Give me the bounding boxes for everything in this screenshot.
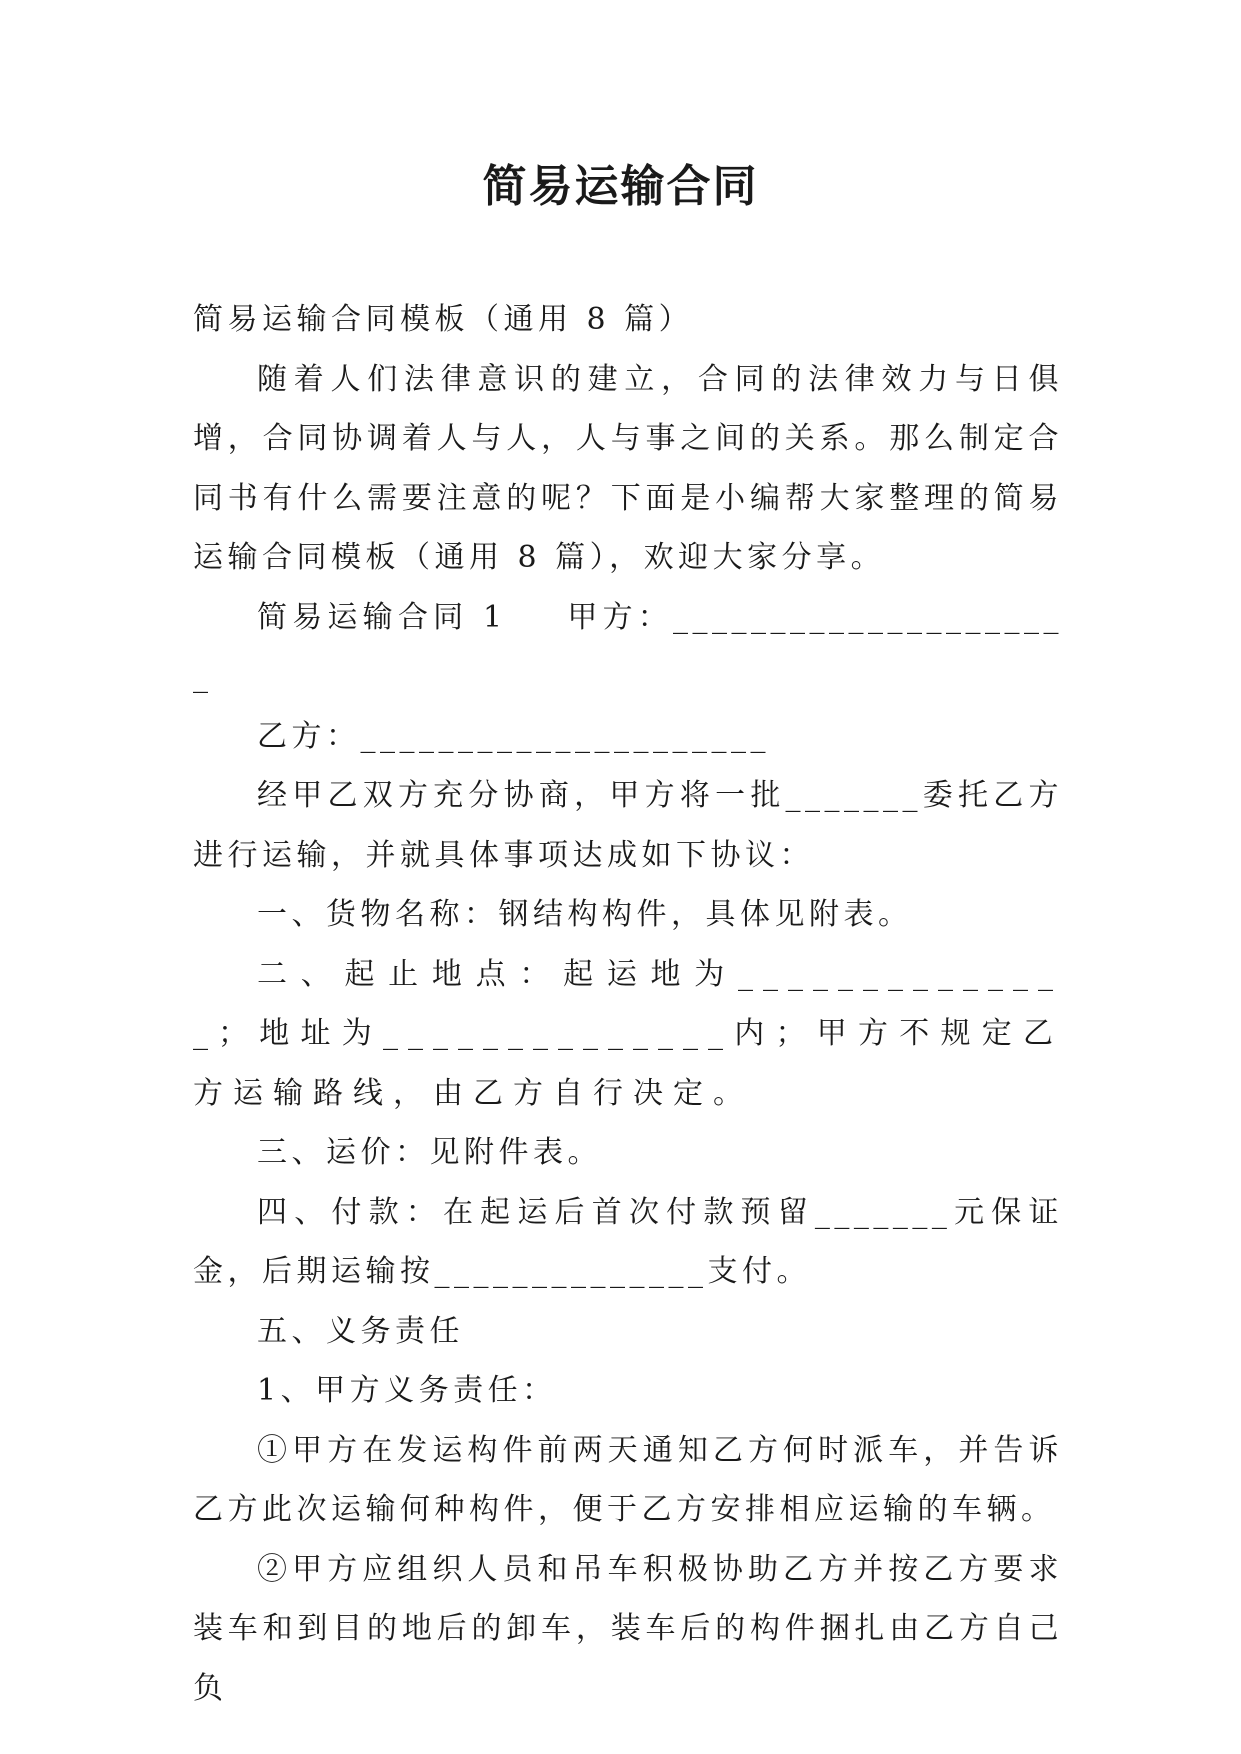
- clause-locations: 二、起止地点：起运地为______________；地址为______________内；甲方不规定乙方运输路线，由乙方自行决定。: [193, 956, 1063, 1111]
- obligation-item-1: ①甲方在发运构件前两天通知乙方何时派车，并告诉乙方此次运输何种构件，便于乙方安排相应运输的车辆。: [193, 1432, 1063, 1527]
- contract-heading-line: [193, 588, 1063, 707]
- party-b-field: 乙方：_____________________: [257, 718, 770, 754]
- clause-obligations-heading: 五、义务责任: [257, 1313, 464, 1349]
- clause-party-a-obligations: 1、甲方义务责任：: [257, 1373, 557, 1408]
- clause-intro: 经甲乙双方充分协商，甲方将一批_______委托乙方进行运输，并就具体事项达成如下协议：: [193, 778, 1063, 873]
- clause-goods-name: 一、货物名称：钢结构构件，具体见附表。: [257, 897, 913, 932]
- clause-price: 三、运价：见附件表。: [257, 1135, 602, 1170]
- intro-paragraph: 随着人们法律意识的建立，合同的法律效力与日俱增，合同协调着人与人，人与事之间的关系。那么制定合同书有什么需要注意的呢？下面是小编帮大家整理的简易运输合同模板（通用 8 篇），欢迎大家分享。: [193, 361, 1063, 575]
- contract-label: 简易运输合同 1: [257, 599, 507, 635]
- clause-payment: 四、付款：在起运后首次付款预留_______元保证金，后期运输按______________支付。: [193, 1194, 1063, 1289]
- document-title: 简易运输合同: [482, 161, 759, 212]
- obligation-item-2: ②甲方应组织人员和吊车积极协助乙方并按乙方要求装车和到目的地后的卸车，装车后的构件捆扎由乙方自己负: [193, 1551, 1063, 1706]
- party-a-field: 甲方：_____________________: [193, 599, 1064, 694]
- subtitle: 简易运输合同模板（通用 8 篇）: [193, 302, 694, 337]
- document-body: [193, 290, 1063, 1718]
